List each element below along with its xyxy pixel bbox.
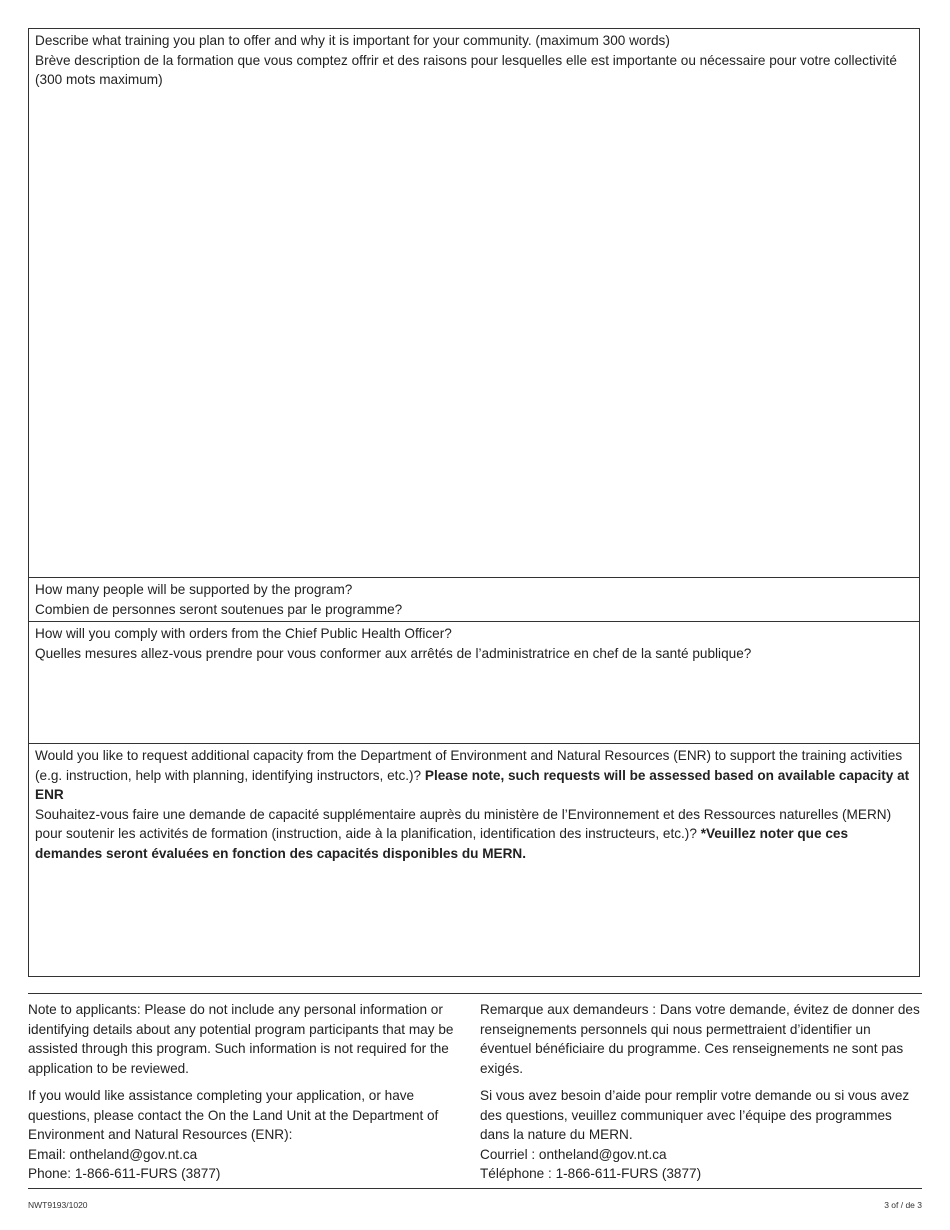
contact-phone-en[interactable]: Phone: 1-866-611-FURS (3877) — [28, 1166, 221, 1181]
contact-email-en[interactable]: Email: ontheland@gov.nt.ca — [28, 1146, 198, 1162]
people-label-fr: Combien de personnes seront soutenues par le programme? — [35, 601, 403, 617]
notes-french — [480, 1000, 922, 1192]
comply-label-en: How will you comply with orders from the Chief Public Health Officer? — [35, 626, 452, 641]
assistance-text-en: If you would like assistance completing your application, or have questions, please contact the On the Land Unit at the Department of Environment and Natural Resources (ENR): — [28, 1088, 439, 1142]
privacy-note-en: Note to applicants: Please do not include any personal information or identifying details about any potential program participants that may be assisted through this program. Such information is not required for the application to be reviewed. — [28, 1002, 454, 1076]
additional-capacity-field[interactable] — [29, 744, 919, 976]
training-label-fr: Brève description de la formation que vous comptez offrir et des raisons pour lesquelles elle est importante ou nécessaire pour votre collectivité (300 mots maximum) — [35, 52, 897, 87]
capacity-text-fr: Souhaitez-vous faire une demande de capacité supplémentaire auprès du ministère de l’Environnement et des Ressources naturelles (MERN) pour soutenir les activités de formation (instruction, aide à la planification, identification des instructeurs, etc.)? — [35, 806, 892, 841]
page-number: 3 of / de 3 — [884, 1200, 922, 1210]
footer-divider — [28, 1188, 922, 1189]
capacity-label-fr — [35, 805, 913, 864]
assistance-info-fr — [480, 1086, 922, 1184]
health-orders-compliance-field[interactable] — [29, 622, 919, 744]
applicant-notes — [28, 1000, 922, 1192]
notes-english — [28, 1000, 470, 1192]
capacity-note-en: Please note, such requests will be assessed based on available capacity at ENR — [35, 767, 910, 802]
capacity-note-fr: *Veuillez noter que ces demandes seront évaluées en fonction des capacités disponibles du MERN. — [35, 826, 849, 861]
contact-phone-fr[interactable]: Téléphone : 1-866-611-FURS (3877) — [480, 1166, 702, 1181]
assistance-info-en — [28, 1086, 470, 1184]
people-supported-field[interactable] — [29, 578, 919, 622]
comply-label-fr: Quelles mesures allez-vous prendre pour vous conformer aux arrêtés de l’administratrice en chef de la santé publique? — [35, 645, 752, 661]
capacity-label-en — [35, 746, 913, 805]
training-description-field[interactable] — [29, 29, 919, 578]
contact-email-fr[interactable]: Courriel : ontheland@gov.nt.ca — [480, 1146, 667, 1162]
people-label-en: How many people will be supported by the program? — [35, 582, 353, 597]
capacity-text-en: Would you like to request additional capacity from the Department of Environment and Natural Resources (ENR) to support the training activities (e.g. instruction, help with planning, identifying instructors, etc.)? — [35, 748, 903, 783]
privacy-note-fr: Remarque aux demandeurs : Dans votre demande, évitez de donner des renseignements personnels qui nous permettraient d’identifier un éventuel bénéficiaire du programme. Ces renseignements ne sont pas exigés. — [480, 1002, 920, 1076]
notes-top-divider — [28, 993, 922, 994]
application-form — [28, 28, 920, 977]
training-label-en: Describe what training you plan to offer and why it is important for your community. (maximum 300 words) — [35, 33, 670, 48]
form-code: NWT9193/1020 — [28, 1200, 88, 1210]
assistance-text-fr: Si vous avez besoin d’aide pour remplir votre demande ou si vous avez des questions, veuillez communiquer avec l’équipe des programmes dans la nature du MERN. — [480, 1088, 910, 1142]
